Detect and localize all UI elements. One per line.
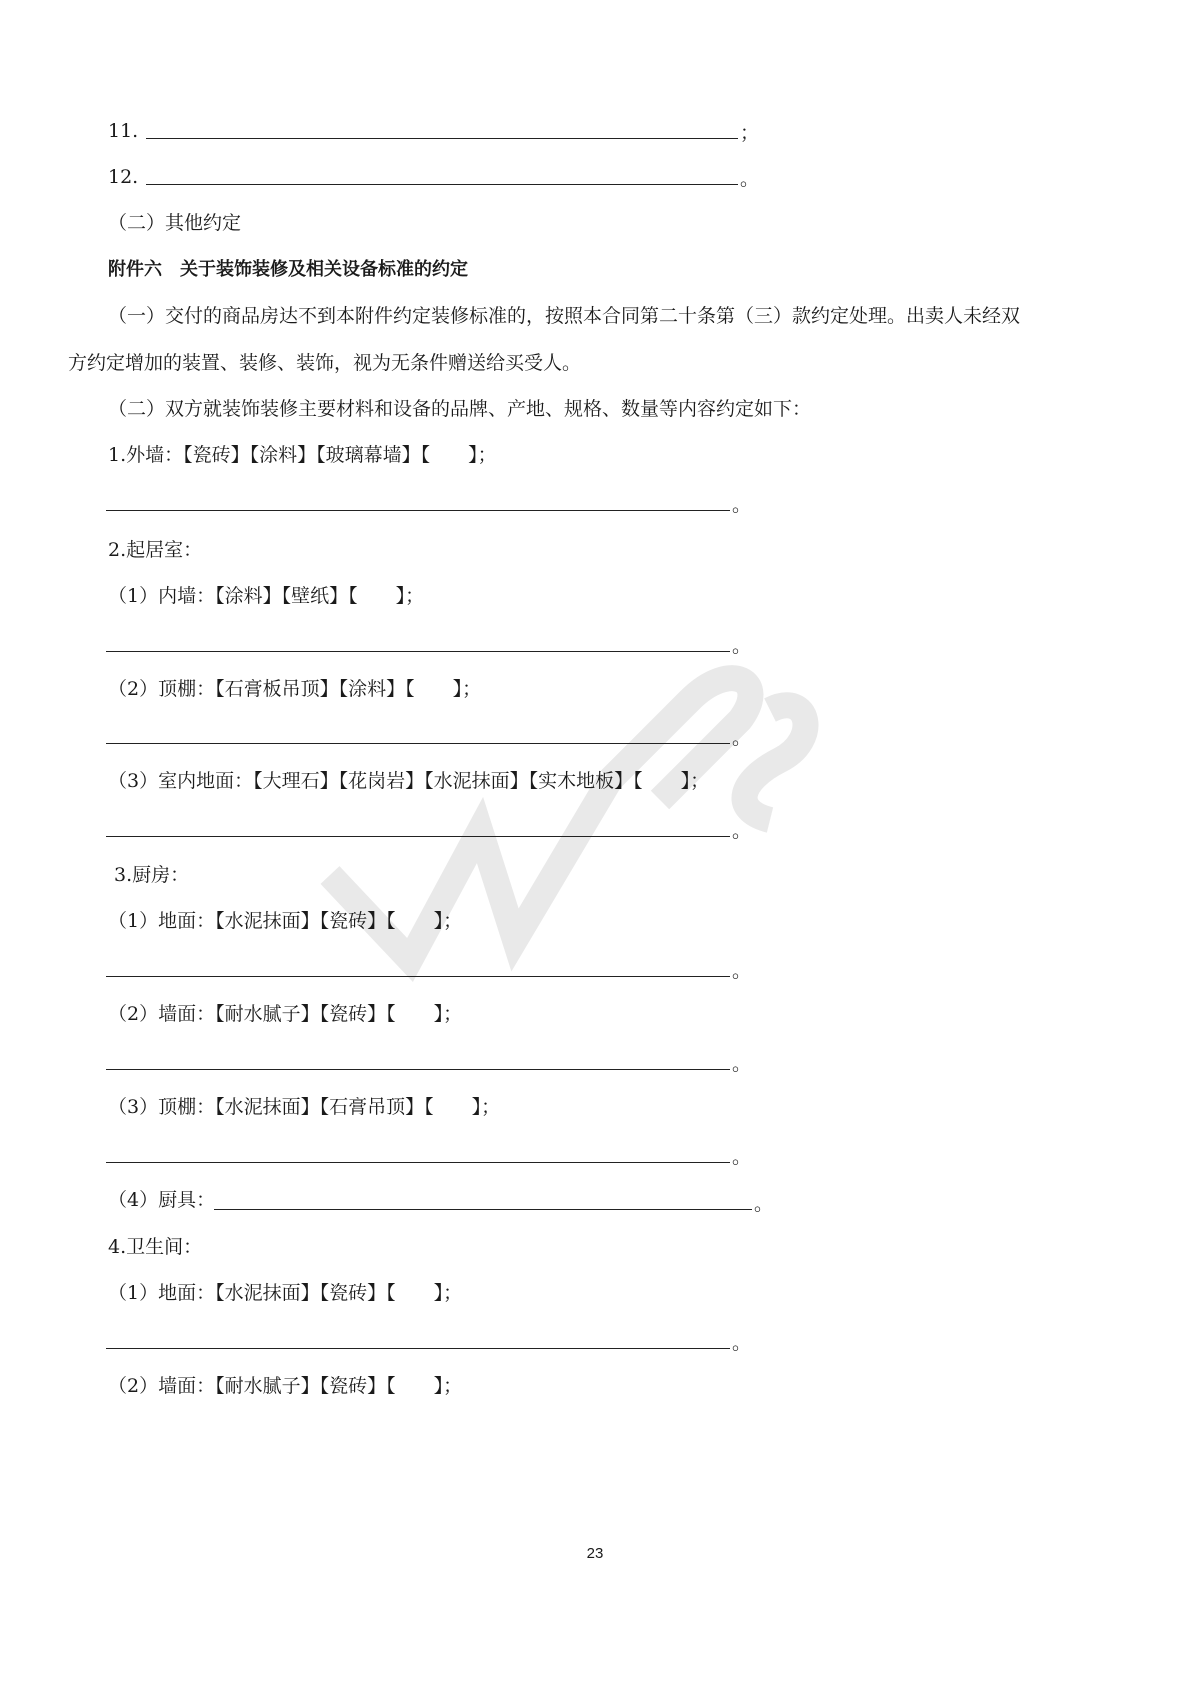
item-12-end: 。: [740, 168, 760, 190]
bathroom-floor-blank[interactable]: [106, 1348, 730, 1349]
exterior-wall-end: 。: [732, 494, 752, 516]
kitchen-floor-blank[interactable]: [106, 976, 730, 977]
bathroom-heading: 4.卫生间：: [108, 1236, 203, 1258]
kitchen-appliance-end: 。: [754, 1193, 774, 1215]
item-11-blank[interactable]: [146, 138, 738, 139]
kitchen-floor-item: （1）地面：【水泥抹面】【瓷砖】【 】；: [108, 910, 463, 932]
kitchen-wall-blank[interactable]: [106, 1069, 730, 1070]
living-inner-wall-blank[interactable]: [106, 651, 730, 652]
living-inner-wall-item: （1）内墙：【涂料】【壁纸】【 】；: [108, 585, 425, 607]
kitchen-ceiling-end: 。: [732, 1146, 752, 1168]
bathroom-floor-item: （1）地面：【水泥抹面】【瓷砖】【 】；: [108, 1282, 463, 1304]
page-number: 23: [586, 1545, 604, 1562]
item-11-end: ；: [740, 122, 760, 144]
annex-title: 附件六 关于装饰装修及相关设备标准的约定: [108, 259, 468, 280]
item-12-number: 12.: [108, 166, 139, 188]
living-floor-blank[interactable]: [106, 836, 730, 837]
living-floor-end: 。: [732, 820, 752, 842]
living-floor-item: （3）室内地面：【大理石】【花岗岩】【水泥抹面】【实木地板】【 】；: [108, 770, 710, 792]
exterior-wall-item: 1.外墙：【瓷砖】【涂料】【玻璃幕墙】【 】；: [108, 444, 497, 466]
living-ceiling-end: 。: [732, 727, 752, 749]
kitchen-ceiling-blank[interactable]: [106, 1162, 730, 1163]
kitchen-floor-end: 。: [732, 960, 752, 982]
paragraph-1-line-1: （一）交付的商品房达不到本附件约定装修标准的，按照本合同第二十条第（三）款约定处理。出卖人未经双: [108, 305, 1021, 327]
paragraph-1-line-2: 方约定增加的装置、装修、装饰，视为无条件赠送给买受人。: [68, 352, 582, 374]
bathroom-wall-item: （2）墙面：【耐水腻子】【瓷砖】【 】；: [108, 1375, 463, 1397]
living-room-heading: 2.起居室：: [108, 539, 203, 561]
other-agreement-heading: （二）其他约定: [108, 212, 242, 234]
paragraph-2: （二）双方就装饰装修主要材料和设备的品牌、产地、规格、数量等内容约定如下：: [108, 398, 812, 420]
living-ceiling-blank[interactable]: [106, 743, 730, 744]
kitchen-appliance-label: （4）厨具：: [108, 1189, 216, 1211]
kitchen-wall-end: 。: [732, 1053, 752, 1075]
kitchen-ceiling-item: （3）顶棚：【水泥抹面】【石膏吊顶】【 】；: [108, 1096, 501, 1118]
living-inner-wall-end: 。: [732, 635, 752, 657]
exterior-wall-blank[interactable]: [106, 510, 730, 511]
kitchen-heading: 3.厨房：: [114, 864, 190, 886]
bathroom-floor-end: 。: [732, 1332, 752, 1354]
item-12-blank[interactable]: [146, 184, 738, 185]
kitchen-wall-item: （2）墙面：【耐水腻子】【瓷砖】【 】；: [108, 1003, 463, 1025]
kitchen-appliance-blank[interactable]: [214, 1209, 752, 1210]
living-ceiling-item: （2）顶棚：【石膏板吊顶】【涂料】【 】；: [108, 678, 482, 700]
item-11-number: 11.: [108, 120, 139, 142]
